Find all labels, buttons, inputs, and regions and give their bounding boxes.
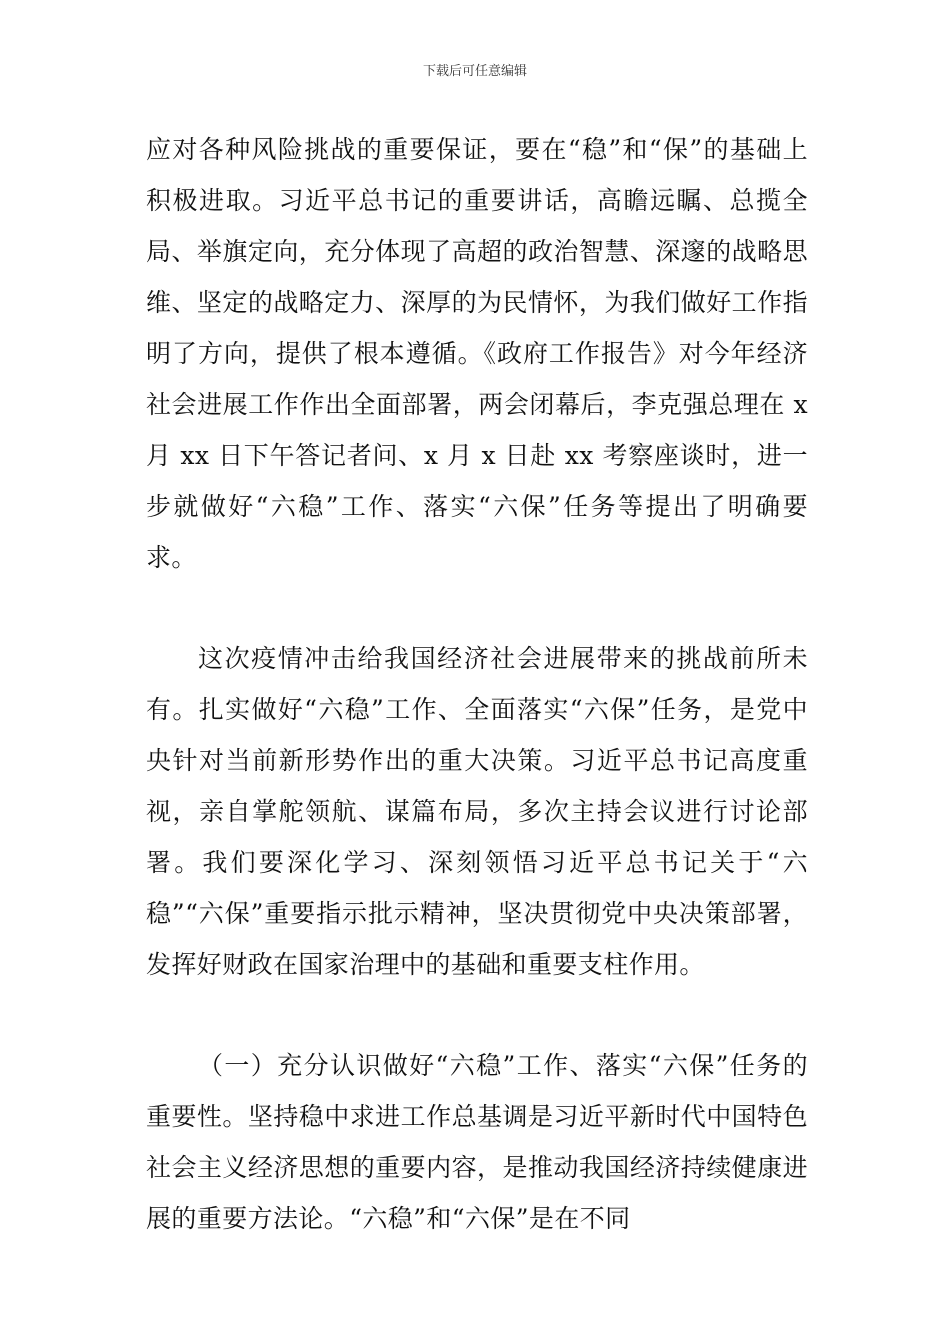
page-header-note: 下载后可任意编辑 <box>422 64 527 79</box>
document-body <box>146 124 808 1244</box>
paragraph-2: 这次疫情冲击给我国经济社会进展带来的挑战前所未有。扎实做好“六稳”工作、全面落实“六保”任务，是党中央针对当前新形势作出的重大决策。习近平总书记高度重视，亲自掌舵领航、谋篇布局，多次主持会议进行讨论部署。我们要深化学习、深刻领悟习近平总书记关于“六稳”“六保”重要指示批示精神，坚决贯彻党中央决策部署，发挥好财政在国家治理中的基础和重要支柱作用。 <box>146 644 808 979</box>
paragraph-1: 应对各种风险挑战的重要保证，要在“稳”和“保”的基础上积极进取。习近平总书记的重要讲话，高瞻远瞩、总揽全局、举旗定向，充分体现了高超的政治智慧、深邃的战略思维、坚定的战略定力、深厚的为民情怀，为我们做好工作指明了方向，提供了根本遵循。《政府工作报告》对今年经济社会进展工作作出全面部署，两会闭幕后，李克强总理在 x 月 xx 日下午答记者问、x 月 x 日赴 xx 考察座谈时，进一步就做好“六稳”工作、落实“六保”任务等提出了明确要求。 <box>146 135 808 572</box>
paragraph-3: （一）充分认识做好“六稳”工作、落实“六保”任务的重要性。坚持稳中求进工作总基调是习近平新时代中国特色社会主义经济思想的重要内容，是推动我国经济持续健康进展的重要方法论。“六稳”和“六保”是在不同 <box>146 1051 808 1233</box>
